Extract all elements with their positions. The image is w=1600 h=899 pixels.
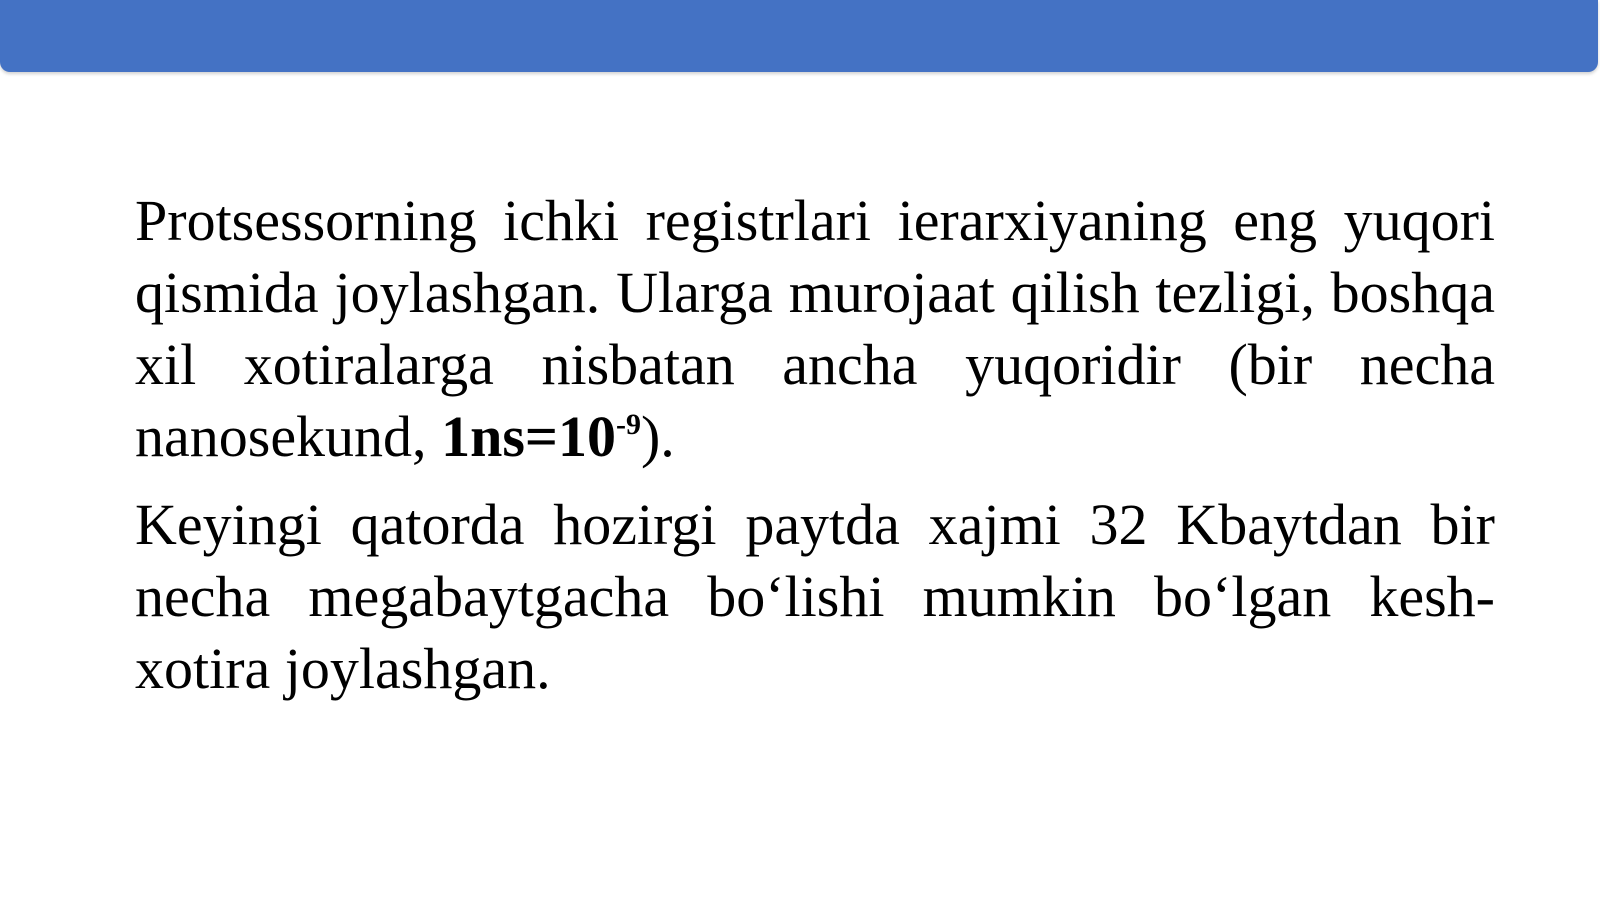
paragraph-registers-end: ). bbox=[640, 404, 675, 469]
paragraph-registers bbox=[135, 185, 1495, 473]
header-bar bbox=[0, 0, 1598, 72]
nanosecond-formula bbox=[441, 404, 641, 469]
slide-body bbox=[135, 185, 1495, 721]
formula-exponent: -9 bbox=[615, 408, 641, 441]
paragraph-registers-text: Protsessorning ichki registrlari ierarxiyaning eng yuqori qismida joylashgan. Ularga murojaat qilish tezligi, boshqa xil xotiralarga nisbatan ancha yuqoridir (bir necha nanosekund, bbox=[135, 188, 1495, 469]
paragraph-cache: Keyingi qatorda hozirgi paytda xajmi 32 Kbaytdan bir necha megabaytgacha bo‘lishi mumkin bo‘lgan kesh-xotira joylashgan. bbox=[135, 492, 1495, 701]
formula-base: 1ns=10 bbox=[441, 404, 616, 469]
